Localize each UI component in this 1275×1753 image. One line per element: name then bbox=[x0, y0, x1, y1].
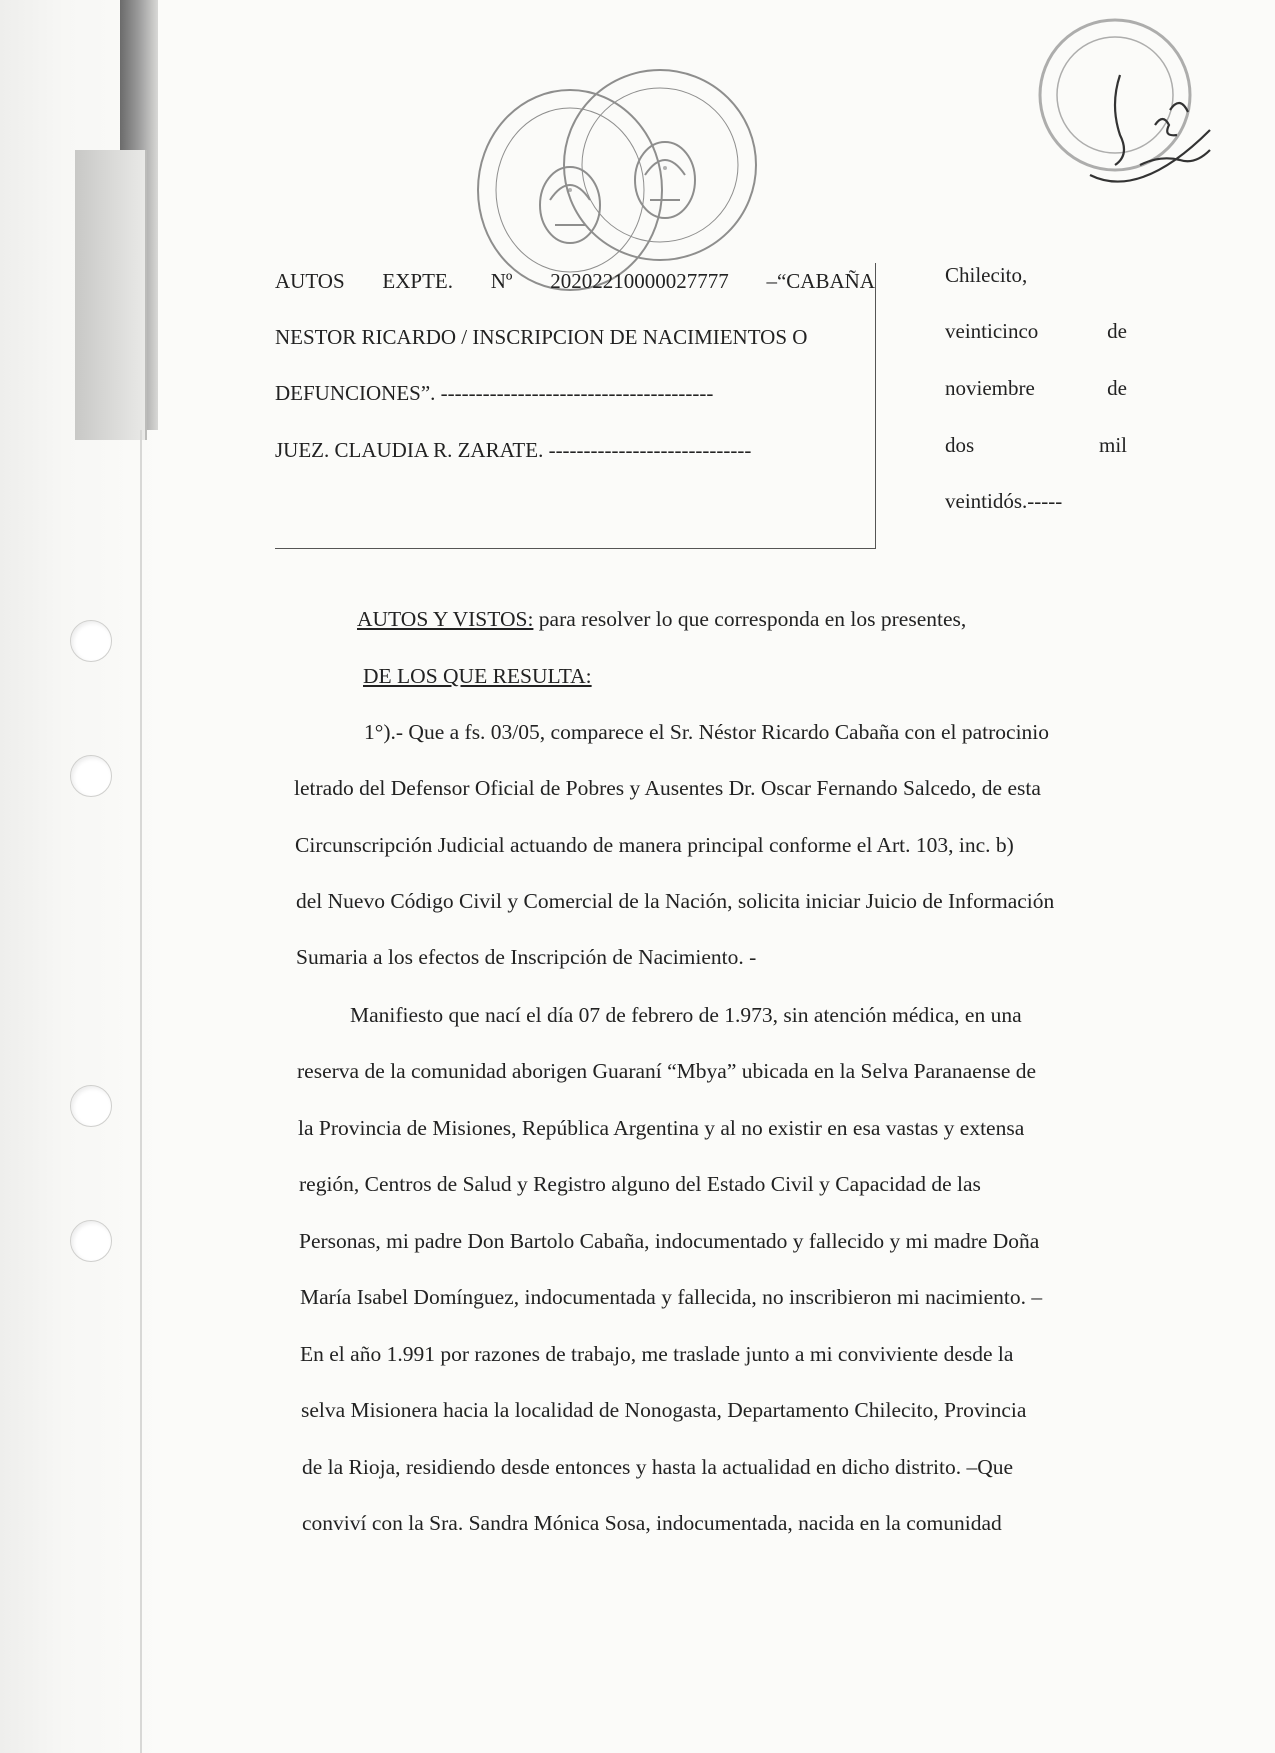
header-word-cabana: –“CABAÑA bbox=[766, 269, 875, 293]
case-header-line-3: DEFUNCIONES”. --------------------------------------- bbox=[275, 381, 714, 405]
body-line-12: En el año 1.991 por razones de trabajo, me traslade junto a mi conviviente desde la bbox=[300, 1342, 1014, 1366]
body-line-14: de la Rioja, residiendo desde entonces y hasta la actualidad en dicho distrito. –Que bbox=[302, 1455, 1014, 1479]
registry-seal-stamp bbox=[1020, 15, 1240, 215]
date-city: Chilecito, bbox=[945, 263, 1028, 287]
header-word-number-sign: Nº bbox=[490, 269, 513, 293]
judge-line: JUEZ. CLAUDIA R. ZARATE. ----------------------------- bbox=[275, 438, 752, 462]
date-word-de-2: de bbox=[1107, 376, 1127, 400]
date-month: noviembre bbox=[945, 376, 1035, 400]
body-line-6: Manifiesto que nací el día 07 de febrero de 1.973, sin atención médica, en una bbox=[350, 1003, 1022, 1027]
case-header-line-2: NESTOR RICARDO / INSCRIPCION DE NACIMIENTOS O bbox=[275, 325, 808, 349]
page-binding-edge bbox=[0, 0, 160, 1753]
autos-y-vistos-line bbox=[357, 607, 966, 632]
punch-hole-4 bbox=[70, 1220, 112, 1262]
folded-paper-tab bbox=[75, 150, 147, 440]
case-header-box bbox=[275, 263, 876, 549]
date-line-4 bbox=[945, 433, 1127, 458]
date-year-end: veintidós.----- bbox=[945, 489, 1063, 513]
body-line-2: letrado del Defensor Oficial de Pobres y Ausentes Dr. Oscar Fernando Salcedo, de esta bbox=[294, 776, 1041, 800]
date-word-de-1: de bbox=[1107, 319, 1127, 343]
autos-y-vistos-text: para resolver lo que corresponda en los presentes, bbox=[533, 607, 967, 631]
date-word-mil: mil bbox=[1098, 433, 1127, 457]
body-line-3: Circunscripción Judicial actuando de manera principal conforme el Art. 103, inc. b) bbox=[295, 833, 1014, 857]
body-line-1: 1°).- Que a fs. 03/05, comparece el Sr. Néstor Ricardo Cabaña con el patrocinio bbox=[364, 720, 1050, 744]
body-line-11: María Isabel Domínguez, indocumentada y fallecida, no inscribieron mi nacimiento. – bbox=[300, 1285, 1043, 1309]
de-los-que-resulta-heading: DE LOS QUE RESULTA: bbox=[363, 664, 592, 688]
punch-hole-3 bbox=[70, 1085, 112, 1127]
autos-y-vistos-heading: AUTOS Y VISTOS: bbox=[357, 607, 534, 631]
body-line-13: selva Misionera hacia la localidad de Nonogasta, Departamento Chilecito, Provincia bbox=[301, 1398, 1027, 1422]
header-word-autos: AUTOS bbox=[275, 269, 345, 293]
date-line-2 bbox=[945, 319, 1127, 344]
body-line-15: conviví con la Sra. Sandra Mónica Sosa, indocumentada, nacida en la comunidad bbox=[302, 1511, 1002, 1535]
header-word-expte: EXPTE. bbox=[382, 269, 453, 293]
body-line-4: del Nuevo Código Civil y Comercial de la Nación, solicita iniciar Juicio de Información bbox=[296, 889, 1055, 913]
punch-hole-1 bbox=[70, 620, 112, 662]
page-edge-line bbox=[140, 430, 142, 1753]
body-line-10: Personas, mi padre Don Bartolo Cabaña, indocumentado y fallecido y mi madre Doña bbox=[299, 1229, 1040, 1253]
body-line-9: región, Centros de Salud y Registro alguno del Estado Civil y Capacidad de las bbox=[299, 1172, 981, 1196]
body-line-8: la Provincia de Misiones, República Argentina y al no existir en esa vastas y extensa bbox=[298, 1116, 1025, 1140]
date-line-3 bbox=[945, 376, 1127, 401]
date-word-dos: dos bbox=[945, 433, 975, 457]
case-header-line-1 bbox=[275, 269, 875, 294]
body-line-7: reserva de la comunidad aborigen Guaraní “Mbya” ubicada en la Selva Paranaense de bbox=[297, 1059, 1037, 1083]
case-file-number: 20202210000027777 bbox=[550, 269, 729, 293]
body-line-5: Sumaria a los efectos de Inscripción de Nacimiento. - bbox=[296, 945, 757, 969]
punch-hole-2 bbox=[70, 755, 112, 797]
date-day: veinticinco bbox=[945, 319, 1039, 343]
